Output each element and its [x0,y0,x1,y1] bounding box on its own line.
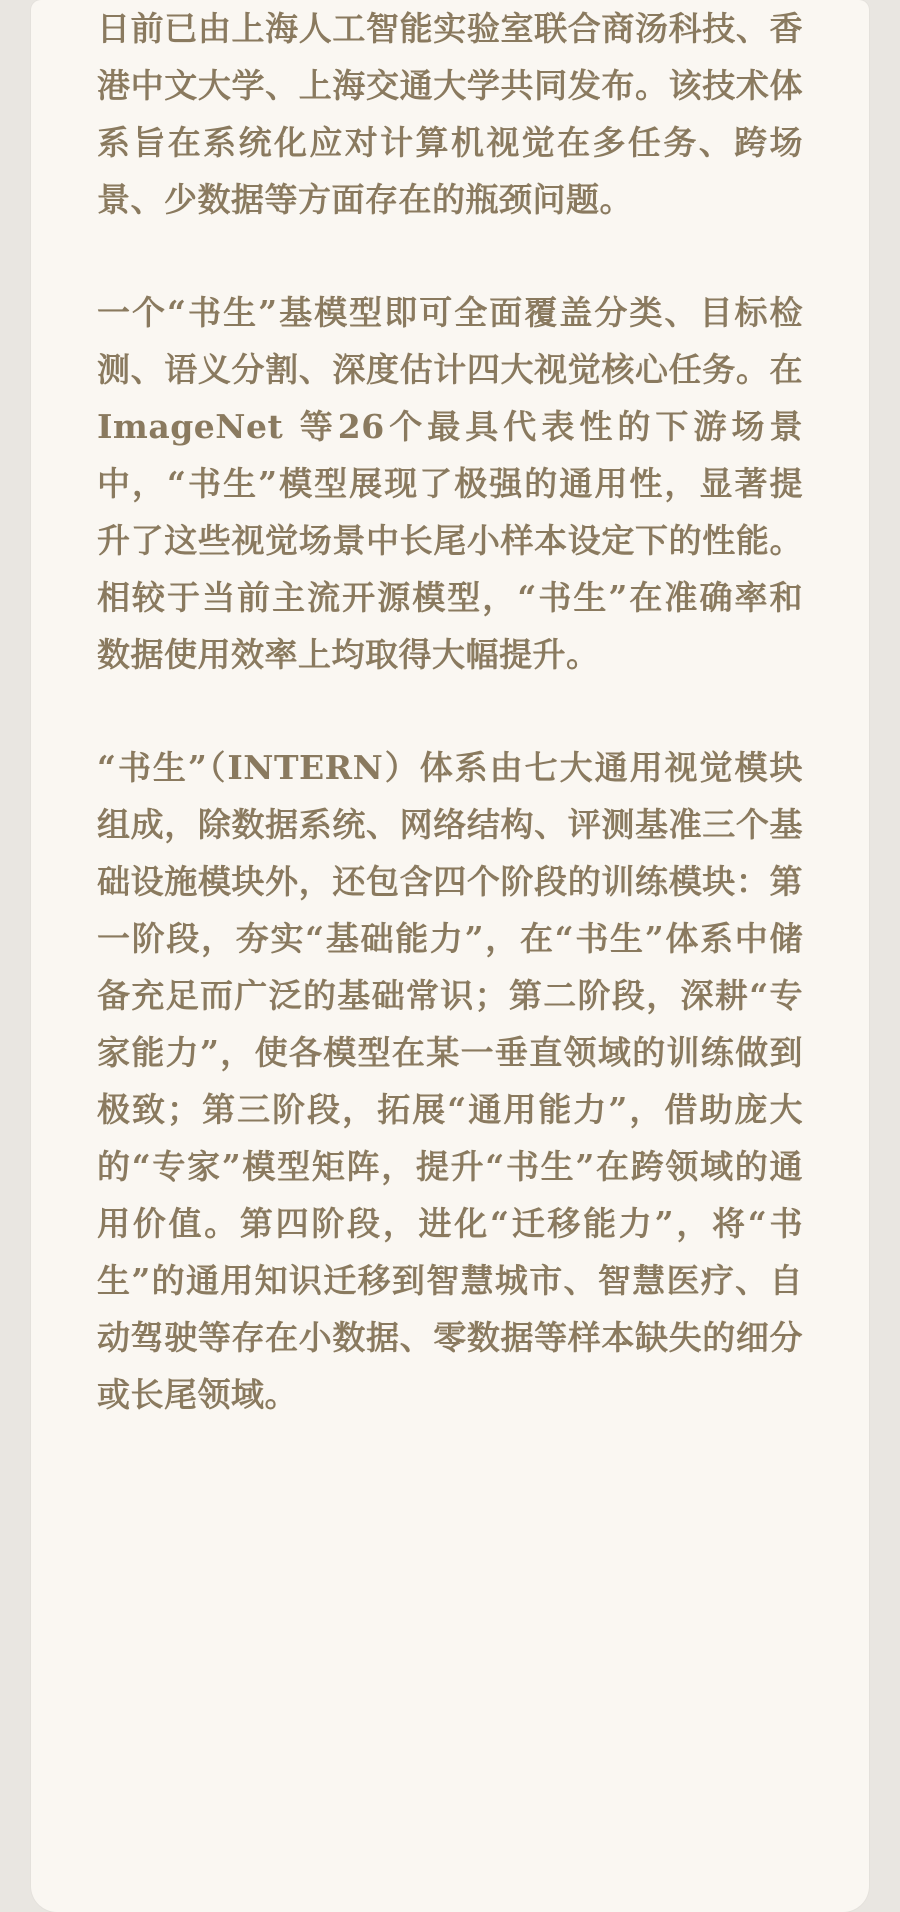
paragraph: 日前已由上海人工智能实验室联合商汤科技、香港中文大学、上海交通大学共同发布。该技术体系旨在系统化应对计算机视觉在多任务、跨场景、少数据等方面存在的瓶颈问题。 [97,9,803,219]
paragraph: “书生”（INTERN）体系由七大通用视觉模块组成，除数据系统、网络结构、评测基准三个基础设施模块外，还包含四个阶段的训练模块：第一阶段，夯实“基础能力”，在“书生”体系中储备充足而广泛的基础常识；第二阶段，深耕“专家能力”，使各模型在某一垂直领域的训练做到极致；第三阶段，拓展“通用能力”，借助庞大的“专家”模型矩阵，提升“书生”在跨领域的通用价值。第四阶段，进化“迁移能力”，将“书生”的通用知识迁移到智慧城市、智慧医疗、自动驾驶等存在小数据、零数据等样本缺失的细分或长尾领域。 [97,748,803,1414]
article-card [31,0,869,1912]
paragraph: 一个“书生”基模型即可全面覆盖分类、目标检测、语义分割、深度估计四大视觉核心任务。在 ImageNet 等26个最具代表性的下游场景中，“书生”模型展现了极强的通用性，显著提升了这些视觉场景中长尾小样本设定下的性能。相较于当前主流开源模型，“书生”在准确率和数据使用效率上均取得大幅提升。 [97,293,803,674]
article-body [97,0,803,1423]
card-bottom-spacer [97,1423,803,1463]
